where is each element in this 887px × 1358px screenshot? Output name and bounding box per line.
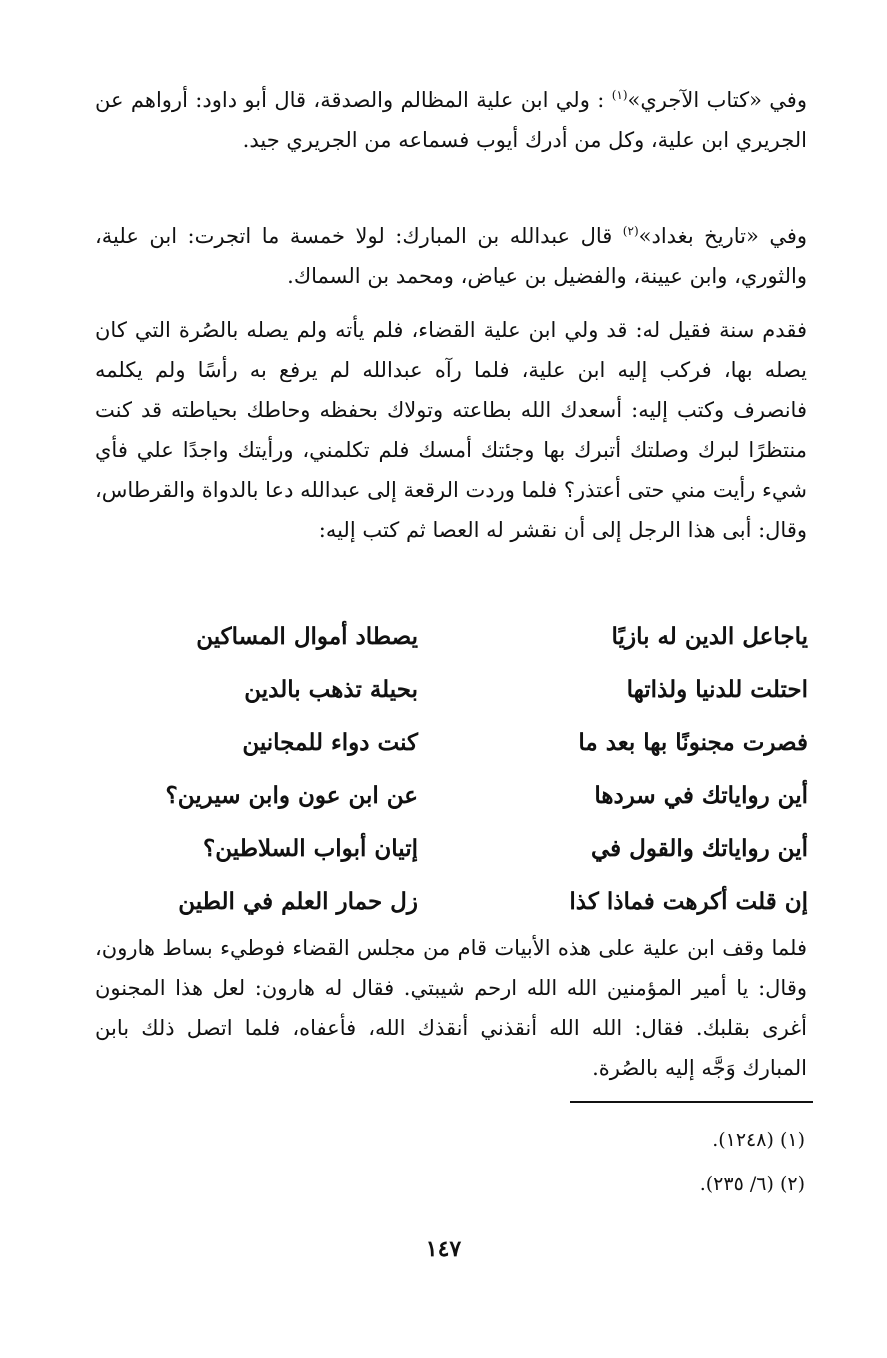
footnote-mark: (٢) — [779, 1173, 805, 1195]
verse-first-hemistich: ياجاعل الدين له بازيًا — [611, 623, 808, 650]
paragraph-text: وفي «تاريخ بغداد» — [638, 224, 807, 248]
poem-verse — [118, 875, 808, 928]
paragraph-text: وفي «كتاب الآجري» — [627, 88, 807, 112]
poem-verse — [118, 769, 808, 822]
paragraph-text: قال عبدالله بن المبارك: لولا خمسة ما اتجرت: ابن علية، والثوري، وابن عيينة، والفضيل بن عياض، ومحمد بن السماك. — [95, 224, 807, 288]
footnote-reference: (٢) — [622, 224, 639, 238]
footnote-text: (٦/ ٢٣٥). — [699, 1173, 774, 1195]
verse-second-hemistich: بحيلة تذهب بالدين — [244, 676, 418, 703]
poem-verse — [118, 822, 808, 875]
footnote-mark: (١) — [779, 1129, 805, 1151]
footnote-reference: (١) — [611, 88, 628, 102]
poem — [118, 610, 808, 928]
paragraph-story — [95, 310, 807, 550]
paragraph-text: : ولي ابن علية المظالم والصدقة، قال أبو داود: أرواهم عن الجريري ابن علية، وكل من أدرك أيوب فسماعه من الجريري جيد. — [95, 88, 807, 152]
paragraph-text: فلما وقف ابن علية على هذه الأبيات قام من مجلس القضاء فوطيء بساط هارون، وقال: يا أمير المؤمنين الله الله ارحم شيبتي. فقال له هارون: لعل هذا المجنون أغرى بقلبك. فقال: الله الله أنقذني أنقذك الله، فأعفاه، فلما اتصل ذلك بابن المبارك وَجَّه إليه بالصُرة. — [95, 936, 807, 1080]
verse-first-hemistich: احتلت للدنيا ولذاتها — [626, 676, 808, 703]
verse-second-hemistich: يصطاد أموال المساكين — [196, 623, 418, 650]
paragraph-ajurri — [95, 80, 807, 160]
paragraph-conclusion — [95, 928, 807, 1088]
paragraph-tarikh-baghdad — [95, 216, 807, 296]
footnote — [505, 1162, 805, 1206]
paragraph-text: فقدم سنة فقيل له: قد ولي ابن علية القضاء، فلم يأته ولم يصله بالصُرة التي كان يصله بها، فركب إليه ابن علية، فلما رآه عبدالله لم يرفع به رأسًا ولم يكلمه فانصرف وكتب إليه: أسعدك الله بطاعته وتولاك بحفظه وحاطك بحياطته قد كنت منتظرًا لبرك وصلتك أتبرك بها وجئتك أمسك فلم تكلمني، ورأيتك واجدًا علي فأي شيء رأيت مني حتى أعتذر؟ فلما وردت الرقعة إلى عبدالله دعا بالدواة والقرطاس، وقال: أبى هذا الرجل إلى أن نقشر له العصا ثم كتب إليه: — [95, 318, 807, 542]
verse-second-hemistich: عن ابن عون وابن سيرين؟ — [165, 782, 418, 809]
footnotes — [505, 1118, 805, 1206]
footnote-text: (١٢٤٨). — [712, 1129, 774, 1151]
poem-verse — [118, 610, 808, 663]
verse-first-hemistich: إن قلت أكرهت فماذا كذا — [569, 888, 808, 915]
verse-first-hemistich: فصرت مجنونًا بها بعد ما — [578, 729, 808, 756]
verse-first-hemistich: أين رواياتك في سردها — [594, 782, 808, 809]
footnote-separator — [570, 1101, 813, 1103]
verse-second-hemistich: كنت دواء للمجانين — [242, 729, 418, 756]
verse-second-hemistich: زل حمار العلم في الطين — [178, 888, 418, 915]
poem-verse — [118, 663, 808, 716]
verse-first-hemistich: أين رواياتك والقول في — [590, 835, 808, 862]
verse-second-hemistich: إتيان أبواب السلاطين؟ — [203, 835, 418, 862]
footnote — [505, 1118, 805, 1162]
page-number: ١٤٧ — [425, 1236, 462, 1262]
poem-verse — [118, 716, 808, 769]
